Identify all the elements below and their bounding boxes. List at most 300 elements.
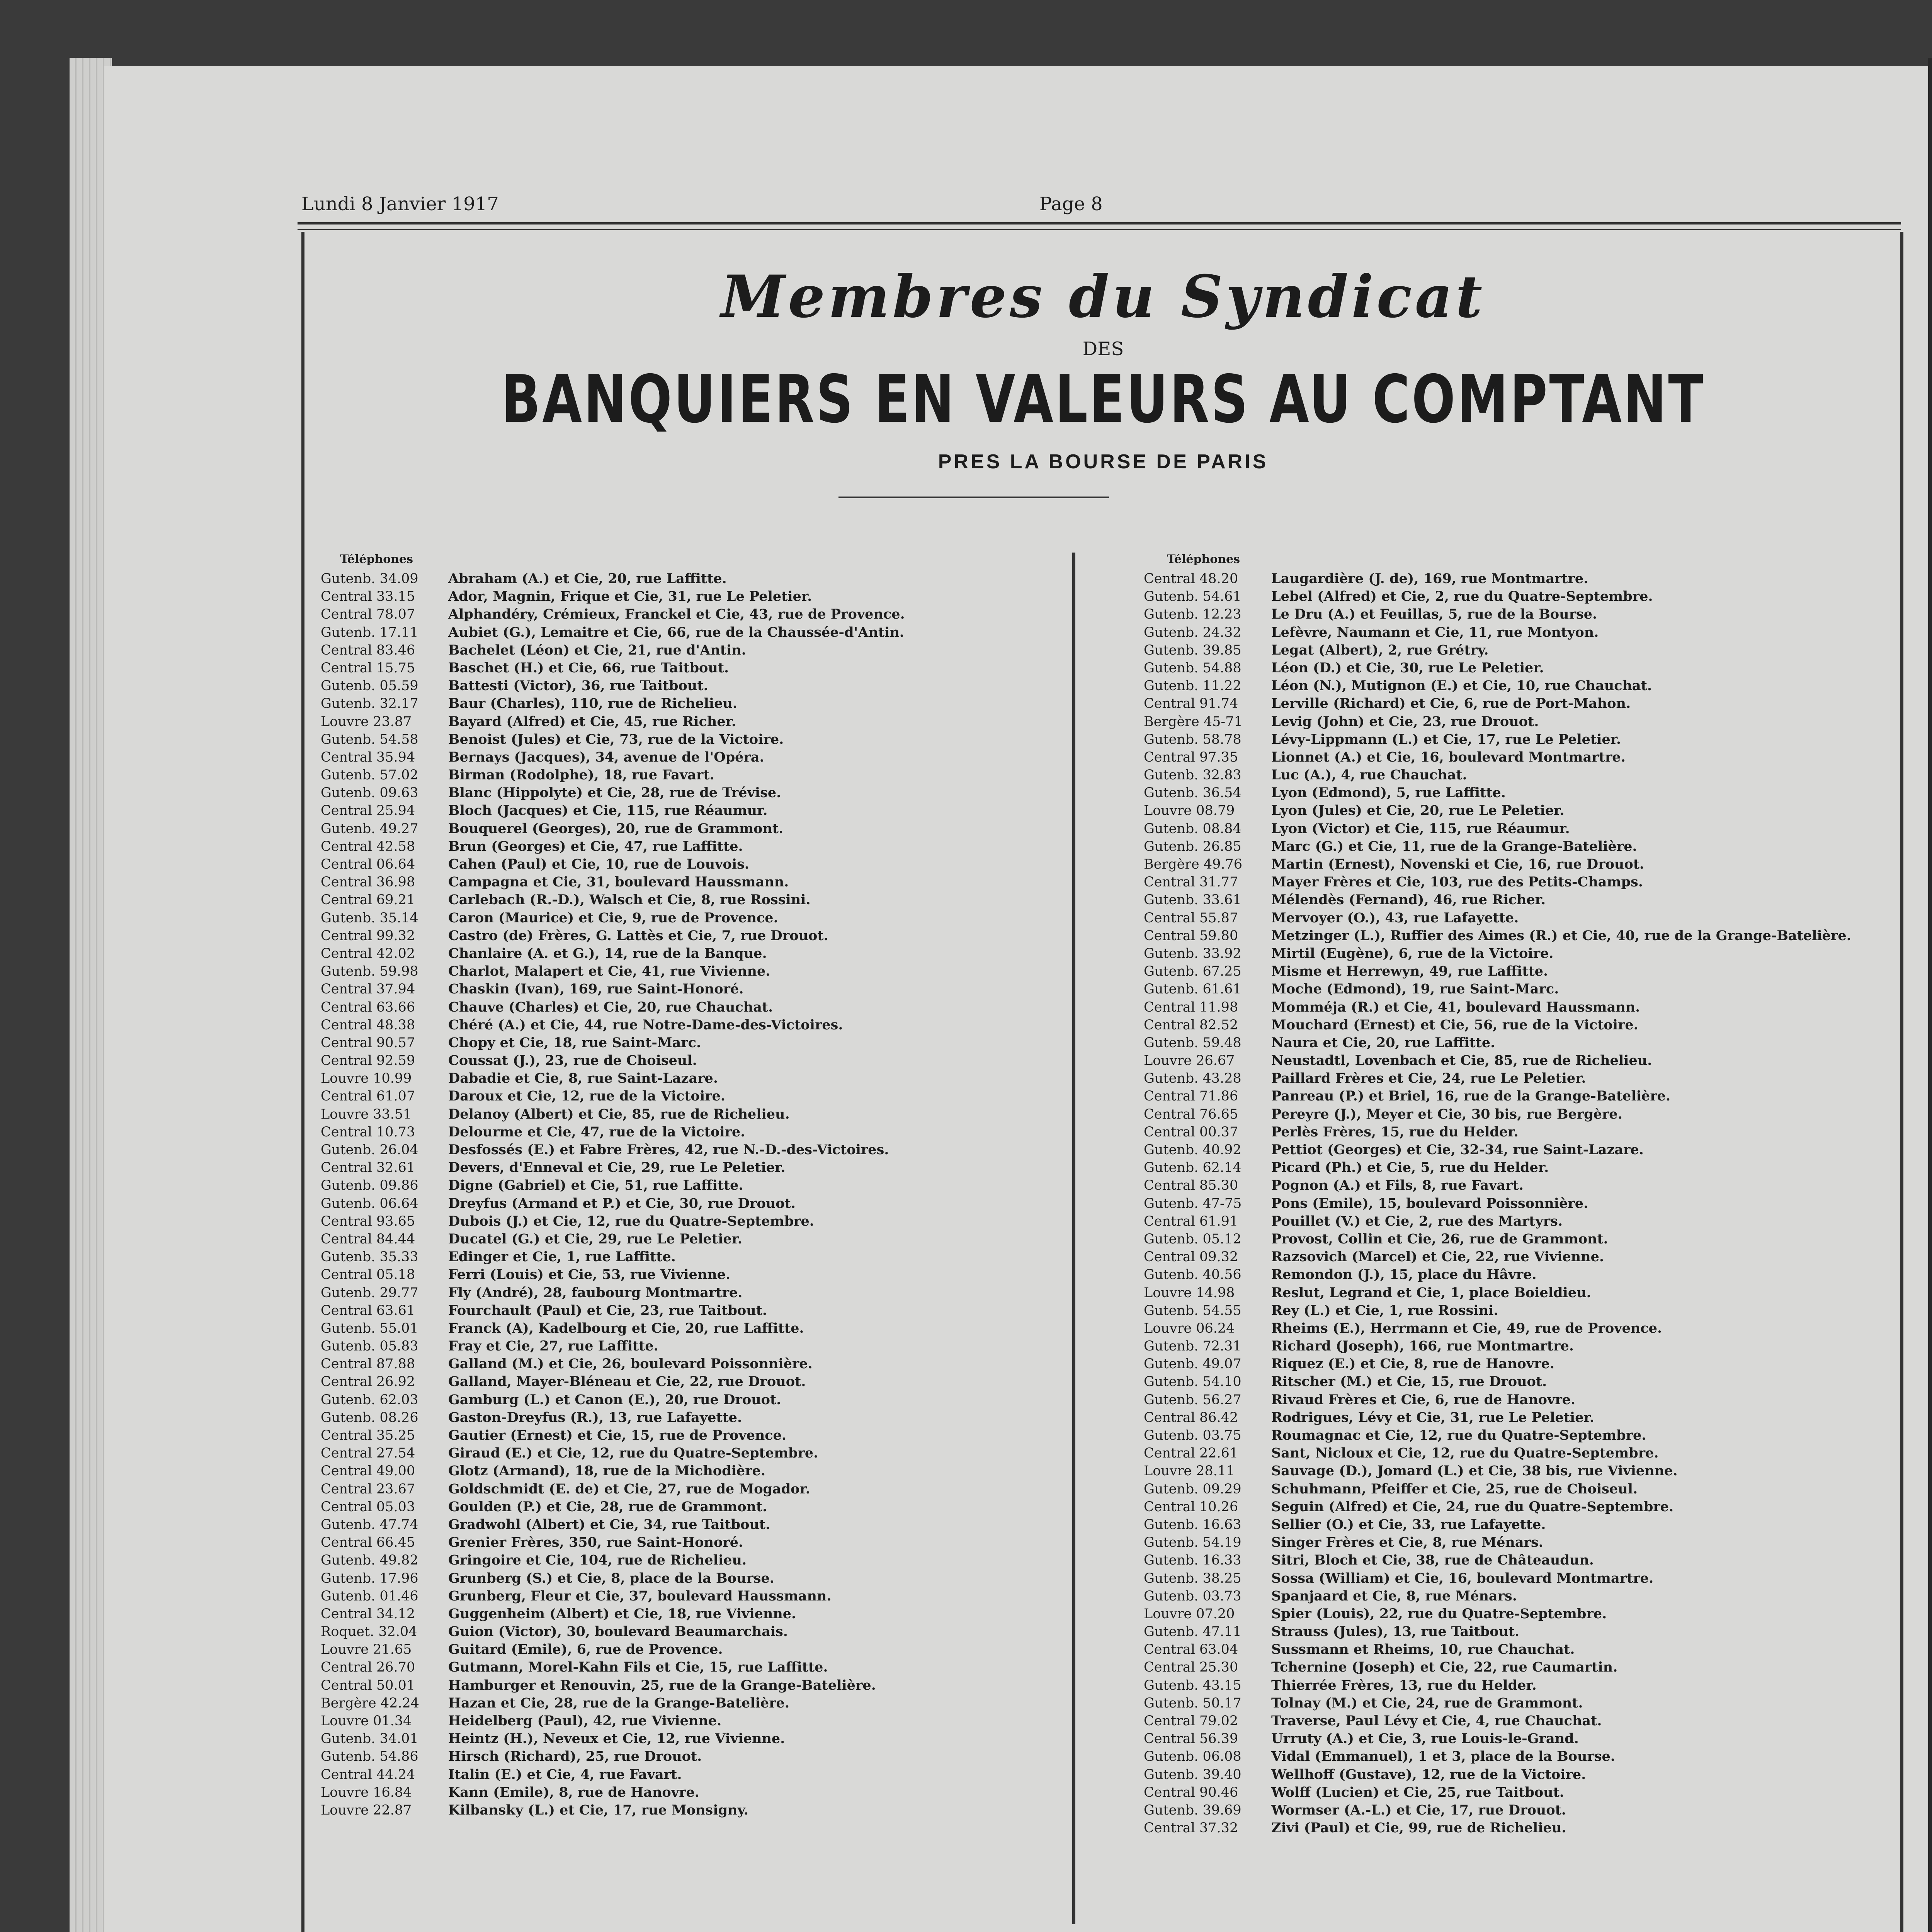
member-name-address: Desfossés (E.) et Fabre Frères, 42, rue N.-D.-des-Victoires. [448,1142,889,1158]
member-phone: Central 90.57 [321,1035,415,1051]
member-name-address: Tolnay (M.) et Cie, 24, rue de Grammont. [1271,1695,1583,1711]
member-name-address: Goldschmidt (E. de) et Cie, 27, rue de Mogador. [448,1481,810,1497]
header-rule [298,222,1901,230]
member-phone: Gutenb. 17.96 [321,1570,418,1586]
member-entry [321,766,905,784]
member-entry [321,1712,905,1730]
member-phone: Central 76.65 [1144,1106,1238,1122]
member-phone: Gutenb. 09.63 [321,785,418,801]
member-entry [1144,1748,1851,1765]
member-entry [321,963,905,980]
member-phone: Gutenb. 34.01 [321,1731,418,1747]
member-name-address: Coussat (J.), 23, rue de Choiseul. [448,1053,697,1069]
member-phone: Central 48.38 [321,1017,415,1033]
member-name-address: Sussmann et Rheims, 10, rue Chauchat. [1271,1641,1575,1658]
member-phone: Central 69.21 [321,892,415,908]
member-entry [1144,927,1851,945]
member-phone: Gutenb. 05.83 [321,1338,418,1354]
scan-border [1928,58,1932,1932]
member-entry [321,1409,905,1427]
member-entry [1144,1819,1851,1837]
member-entry [1144,1213,1851,1230]
member-phone: Gutenb. 16.63 [1144,1517,1242,1532]
member-entry [321,1087,905,1105]
member-entry [1144,1444,1851,1462]
member-phone: Gutenb. 17.11 [321,624,418,640]
member-phone: Gutenb. 06.08 [1144,1749,1242,1765]
member-entry [1144,1248,1851,1266]
member-phone: Gutenb. 67.25 [1144,964,1242,980]
member-entry [1144,1712,1851,1730]
member-name-address: Seguin (Alfred) et Cie, 24, rue du Quatre-Septembre. [1271,1498,1674,1515]
member-name-address: Birman (Rodolphe), 18, rue Favart. [448,767,714,783]
member-phone: Central 63.61 [321,1303,415,1318]
member-name-address: Alphandéry, Crémieux, Franckel et Cie, 43, rue de Provence. [448,606,905,622]
member-name-address: Benoist (Jules) et Cie, 73, rue de la Victoire. [448,731,784,747]
member-phone: Gutenb. 56.27 [1144,1392,1242,1408]
member-entry [1144,784,1851,802]
member-phone: Central 97.35 [1144,749,1238,765]
member-phone: Central 05.03 [321,1499,415,1515]
member-phone: Central 49.00 [321,1463,415,1479]
member-entry [1144,909,1851,927]
member-entry [321,873,905,891]
member-name-address: Spanjaard et Cie, 8, rue Ménars. [1271,1588,1517,1604]
member-entry [321,713,905,731]
member-name-address: Lionnet (A.) et Cie, 16, boulevard Montmartre. [1271,749,1626,765]
member-entry [321,1159,905,1177]
member-phone: Central 61.07 [321,1088,415,1104]
member-phone: Central 23.67 [321,1481,415,1497]
member-name-address: Delourme et Cie, 47, rue de la Victoire. [448,1124,745,1140]
member-phone: Central 55.87 [1144,910,1238,926]
member-entry [1144,1462,1851,1480]
member-phone: Central 42.02 [321,946,415,961]
member-phone: Gutenb. 16.33 [1144,1553,1242,1568]
member-phone: Gutenb. 01.46 [321,1588,418,1604]
member-name-address: Razsovich (Marcel) et Cie, 22, rue Vivienne. [1271,1249,1604,1265]
member-entry [321,1391,905,1409]
member-name-address: Le Dru (A.) et Feuillas, 5, rue de la Bourse. [1271,606,1597,622]
member-entry [321,1516,905,1534]
member-name-address: Urruty (A.) et Cie, 3, rue Louis-le-Grand. [1271,1731,1579,1747]
member-phone: Louvre 10.99 [321,1071,412,1087]
member-entry [321,695,905,713]
member-entry [1144,1177,1851,1194]
member-phone: Gutenb. 26.04 [321,1142,418,1158]
member-entry [1144,1302,1851,1320]
member-entry [321,1070,905,1087]
member-name-address: Heintz (H.), Neveux et Cie, 12, rue Vivienne. [448,1731,785,1747]
member-phone: Gutenb. 36.54 [1144,785,1242,801]
member-entry [321,1462,905,1480]
member-phone: Central 86.42 [1144,1410,1238,1425]
member-name-address: Grunberg (S.) et Cie, 8, place de la Bourse. [448,1570,774,1586]
member-entry [1144,838,1851,855]
member-entry [1144,855,1851,873]
member-entry [1144,873,1851,891]
member-phone: Gutenb. 50.17 [1144,1695,1242,1711]
member-name-address: Grunberg, Fleur et Cie, 37, boulevard Haussmann. [448,1588,832,1604]
member-phone: Louvre 07.20 [1144,1606,1235,1622]
members-list-left [321,570,905,1819]
member-phone: Central 32.61 [321,1160,415,1176]
member-name-address: Luc (A.), 4, rue Chauchat. [1271,767,1467,783]
member-phone: Gutenb. 57.02 [321,767,418,783]
member-name-address: Grenier Frères, 350, rue Saint-Honoré. [448,1534,743,1551]
member-name-address: Mayer Frères et Cie, 103, rue des Petits-Champs. [1271,874,1643,890]
member-phone: Central 11.98 [1144,999,1238,1015]
member-entry [1144,1641,1851,1658]
member-name-address: Misme et Herrewyn, 49, rue Laffitte. [1271,963,1548,980]
member-phone: Roquet. 32.04 [321,1624,417,1640]
member-phone: Gutenb. 55.01 [321,1320,418,1336]
member-entry [1144,1034,1851,1052]
member-phone: Central 10.73 [321,1124,415,1140]
member-name-address: Goulden (P.) et Cie, 28, rue de Grammont. [448,1498,767,1515]
member-name-address: Chanlaire (A. et G.), 14, rue de la Banque. [448,945,767,961]
member-name-address: Schuhmann, Pfeiffer et Cie, 25, rue de Choiseul. [1271,1481,1638,1497]
member-phone: Gutenb. 33.92 [1144,946,1242,961]
member-name-address: Roumagnac et Cie, 12, rue du Quatre-Septembre. [1271,1427,1646,1443]
member-phone: Central 90.46 [1144,1784,1238,1800]
member-name-address: Guitard (Emile), 6, rue de Provence. [448,1641,723,1658]
member-phone: Gutenb. 54.88 [1144,660,1242,676]
member-name-address: Rodrigues, Lévy et Cie, 31, rue Le Peletier. [1271,1409,1594,1425]
member-entry [1144,1016,1851,1034]
member-name-address: Hazan et Cie, 28, rue de la Grange-Batelière. [448,1695,790,1711]
member-name-address: Fourchault (Paul) et Cie, 23, rue Taitbout. [448,1302,767,1318]
member-entry [1144,1337,1851,1355]
member-phone: Central 37.94 [321,981,415,997]
member-name-address: Blanc (Hippolyte) et Cie, 28, rue de Trévise. [448,785,781,801]
member-entry [1144,588,1851,605]
member-name-address: Ador, Magnin, Frique et Cie, 31, rue Le Peletier. [448,588,812,605]
member-name-address: Pettiot (Georges) et Cie, 32-34, rue Saint-Lazare. [1271,1142,1644,1158]
member-name-address: Fray et Cie, 27, rue Laffitte. [448,1338,658,1354]
member-phone: Gutenb. 54.58 [321,731,418,747]
member-entry [321,1016,905,1034]
member-name-address: Baur (Charles), 110, rue de Richelieu. [448,696,738,712]
member-entry [1144,1730,1851,1748]
member-name-address: Bayard (Alfred) et Cie, 45, rue Richer. [448,713,736,730]
member-phone: Gutenb. 11.22 [1144,678,1242,694]
member-phone: Central 35.25 [321,1428,415,1443]
members-list-right [1144,570,1851,1837]
member-phone: Central 85.30 [1144,1178,1238,1194]
member-phone: Central 25.30 [1144,1660,1238,1675]
member-name-address: Léon (D.) et Cie, 30, rue Le Peletier. [1271,660,1544,676]
member-entry [1144,1784,1851,1801]
member-entry [321,1230,905,1248]
member-name-address: Franck (A), Kadelbourg et Cie, 20, rue Laffitte. [448,1320,804,1336]
member-entry [1144,1694,1851,1712]
member-entry [1144,1266,1851,1284]
member-entry [1144,1087,1851,1105]
member-name-address: Italin (E.) et Cie, 4, rue Favart. [448,1766,682,1782]
member-entry [321,891,905,909]
member-entry [1144,1409,1851,1427]
member-phone: Central 00.37 [1144,1124,1238,1140]
member-phone: Central 09.32 [1144,1249,1238,1265]
member-name-address: Wolff (Lucien) et Cie, 25, rue Taitbout. [1271,1784,1564,1800]
member-name-address: Glotz (Armand), 18, rue de la Michodière. [448,1463,766,1479]
member-entry [321,998,905,1016]
member-phone: Gutenb. 32.17 [321,696,418,712]
member-phone: Gutenb. 05.59 [321,678,418,694]
member-name-address: Daroux et Cie, 12, rue de la Victoire. [448,1088,726,1104]
member-phone: Louvre 23.87 [321,714,412,730]
member-name-address: Galland (M.) et Cie, 26, boulevard Poissonnière. [448,1356,813,1372]
member-phone: Gutenb. 47.74 [321,1517,418,1532]
member-entry [1144,980,1851,998]
member-entry [321,1677,905,1694]
member-entry [321,1801,905,1819]
member-phone: Louvre 16.84 [321,1784,412,1800]
member-name-address: Mervoyer (O.), 43, rue Lafayette. [1271,910,1519,926]
member-name-address: Mirtil (Eugène), 6, rue de la Victoire. [1271,945,1554,961]
member-entry [321,980,905,998]
member-phone: Central 10.26 [1144,1499,1238,1515]
member-phone: Central 33.15 [321,589,415,605]
member-phone: Louvre 33.51 [321,1106,412,1122]
member-entry [1144,695,1851,713]
member-phone: Louvre 28.11 [1144,1463,1235,1479]
member-entry [321,1248,905,1266]
member-name-address: Picard (Ph.) et Cie, 5, rue du Helder. [1271,1160,1549,1176]
member-entry [321,1177,905,1194]
member-name-address: Gautier (Ernest) et Cie, 15, rue de Provence. [448,1427,787,1443]
member-name-address: Baschet (H.) et Cie, 66, rue Taitbout. [448,660,729,676]
member-phone: Gutenb. 39.69 [1144,1802,1242,1818]
member-phone: Gutenb. 08.84 [1144,821,1242,837]
member-entry [321,927,905,945]
member-phone: Central 36.98 [321,874,415,890]
member-phone: Gutenb. 08.26 [321,1410,418,1425]
member-entry [1144,963,1851,980]
member-entry [1144,1498,1851,1516]
member-name-address: Wellhoff (Gustave), 12, rue de la Victoire. [1271,1766,1586,1782]
member-name-address: Paillard Frères et Cie, 24, rue Le Peletier. [1271,1070,1586,1087]
member-entry [1144,1623,1851,1641]
title-banquiers: BANQUIERS EN VALEURS AU COMPTANT [501,361,1705,438]
member-phone: Gutenb. 39.85 [1144,642,1242,658]
member-name-address: Reslut, Legrand et Cie, 1, place Boieldieu. [1271,1284,1591,1301]
member-name-address: Campagna et Cie, 31, boulevard Haussmann. [448,874,789,890]
member-name-address: Digne (Gabriel) et Cie, 51, rue Laffitte. [448,1177,743,1194]
member-name-address: Lyon (Edmond), 5, rue Laffitte. [1271,785,1506,801]
member-phone: Central 84.44 [321,1231,415,1247]
member-name-address: Martin (Ernest), Novenski et Cie, 16, rue Drouot. [1271,856,1645,872]
member-name-address: Mouchard (Ernest) et Cie, 56, rue de la Victoire. [1271,1017,1638,1033]
member-phone: Louvre 22.87 [321,1802,412,1818]
member-name-address: Fly (André), 28, faubourg Montmartre. [448,1284,743,1301]
member-name-address: Carlebach (R.-D.), Walsch et Cie, 8, rue Rossini. [448,892,811,908]
member-entry [1144,570,1851,588]
member-name-address: Dreyfus (Armand et P.) et Cie, 30, rue Drouot. [448,1195,796,1211]
member-name-address: Sossa (William) et Cie, 16, boulevard Montmartre. [1271,1570,1654,1586]
member-entry [321,1784,905,1801]
member-name-address: Chéré (A.) et Cie, 44, rue Notre-Dame-des-Victoires. [448,1017,843,1033]
member-entry [1144,1355,1851,1373]
member-name-address: Dabadie et Cie, 8, rue Saint-Lazare. [448,1070,718,1087]
member-name-address: Lefèvre, Naumann et Cie, 11, rue Montyon. [1271,624,1599,640]
member-entry [321,945,905,963]
member-name-address: Panreau (P.) et Briel, 16, rue de la Grange-Batelière. [1271,1088,1671,1104]
member-phone: Gutenb. 61.61 [1144,981,1242,997]
member-name-address: Galland, Mayer-Bléneau et Cie, 22, rue Drouot. [448,1374,806,1390]
member-phone: Central 71.86 [1144,1088,1238,1104]
phone-label-right: Téléphones [1167,553,1240,566]
member-entry [321,784,905,802]
member-phone: Central 59.80 [1144,928,1238,944]
member-entry [321,909,905,927]
member-name-address: Giraud (E.) et Cie, 12, rue du Quatre-Septembre. [448,1445,818,1461]
member-phone: Gutenb. 40.92 [1144,1142,1242,1158]
member-entry [1144,1516,1851,1534]
member-entry [321,570,905,588]
member-phone: Central 31.77 [1144,874,1238,890]
member-entry [1144,1391,1851,1409]
member-entry [1144,624,1851,641]
member-entry [321,1034,905,1052]
member-entry [321,1355,905,1373]
member-entry [321,1587,905,1605]
member-name-address: Wormser (A.-L.) et Cie, 17, rue Drouot. [1271,1802,1566,1818]
member-entry [321,1141,905,1159]
member-name-address: Léon (N.), Mutignon (E.) et Cie, 10, rue Chauchat. [1271,678,1652,694]
member-entry [321,802,905,820]
member-name-address: Gringoire et Cie, 104, rue de Richelieu. [448,1552,747,1568]
member-phone: Louvre 01.34 [321,1713,412,1729]
member-name-address: Sauvage (D.), Jomard (L.) et Cie, 38 bis, rue Vivienne. [1271,1463,1678,1479]
member-entry [1144,1284,1851,1302]
title-ornament [838,497,1109,498]
member-entry [321,838,905,855]
header-page-number: Page 8 [1039,193,1103,215]
member-phone: Central 93.65 [321,1213,415,1229]
member-entry [1144,641,1851,659]
member-phone: Central 44.24 [321,1767,415,1782]
member-phone: Gutenb. 54.86 [321,1749,418,1765]
member-phone: Gutenb. 09.86 [321,1178,418,1194]
member-name-address: Vidal (Emmanuel), 1 et 3, place de la Bourse. [1271,1748,1615,1765]
member-entry [321,1551,905,1569]
member-entry [1144,1658,1851,1676]
member-name-address: Strauss (Jules), 13, rue Taitbout. [1271,1624,1520,1640]
member-phone: Central 63.66 [321,999,415,1015]
member-entry [1144,659,1851,677]
member-phone: Gutenb. 24.32 [1144,624,1242,640]
member-entry [321,1284,905,1302]
member-phone: Central 48.20 [1144,571,1238,587]
member-phone: Gutenb. 33.61 [1144,892,1242,908]
member-entry [1144,1123,1851,1141]
member-phone: Central 91.74 [1144,696,1238,712]
member-entry [1144,1195,1851,1213]
member-name-address: Castro (de) Frères, G. Lattès et Cie, 7, rue Drouot. [448,927,828,944]
member-name-address: Dubois (J.) et Cie, 12, rue du Quatre-Septembre. [448,1213,814,1229]
member-name-address: Ritscher (M.) et Cie, 15, rue Drouot. [1271,1374,1547,1390]
member-phone: Gutenb. 59.48 [1144,1035,1242,1051]
member-name-address: Pereyre (J.), Meyer et Cie, 30 bis, rue Bergère. [1271,1106,1622,1122]
member-name-address: Aubiet (G.), Lemaitre et Cie, 66, rue de la Chaussée-d'Antin. [448,624,904,640]
member-phone: Gutenb. 54.19 [1144,1535,1242,1551]
member-name-address: Lerville (Richard) et Cie, 6, rue de Port-Mahon. [1271,696,1631,712]
member-entry [321,1498,905,1516]
member-name-address: Bachelet (Léon) et Cie, 21, rue d'Antin. [448,642,746,658]
member-phone: Gutenb. 49.27 [321,821,418,837]
member-name-address: Rivaud Frères et Cie, 6, rue de Hanovre. [1271,1391,1576,1408]
member-phone: Gutenb. 72.31 [1144,1338,1242,1354]
member-phone: Gutenb. 03.73 [1144,1588,1242,1604]
member-entry [1144,748,1851,766]
member-name-address: Perlès Frères, 15, rue du Helder. [1271,1124,1519,1140]
phone-label-left: Téléphones [340,553,413,566]
member-phone: Central 82.52 [1144,1017,1238,1033]
member-entry [1144,1105,1851,1123]
member-entry [321,1123,905,1141]
member-phone: Gutenb. 09.29 [1144,1481,1242,1497]
member-name-address: Ducatel (G.) et Cie, 29, rue Le Peletier. [448,1231,743,1247]
member-phone: Gutenb. 35.14 [321,910,418,926]
member-entry [321,588,905,605]
member-entry [1144,1570,1851,1587]
member-name-address: Laugardière (J. de), 169, rue Montmartre. [1271,571,1588,587]
member-entry [321,1730,905,1748]
member-entry [321,1373,905,1391]
member-name-address: Ferri (Louis) et Cie, 53, rue Vivienne. [448,1267,731,1283]
member-entry [321,1195,905,1213]
member-name-address: Pouillet (V.) et Cie, 2, rue des Martyrs. [1271,1213,1563,1229]
member-name-address: Rheims (E.), Herrmann et Cie, 49, rue de Provence. [1271,1320,1662,1336]
member-entry [1144,1587,1851,1605]
member-entry [321,1534,905,1551]
member-entry [321,1480,905,1498]
member-entry [1144,1801,1851,1819]
member-phone: Louvre 08.79 [1144,803,1235,819]
member-phone: Louvre 06.24 [1144,1320,1235,1336]
member-name-address: Remondon (J.), 15, place du Hâvre. [1271,1267,1537,1283]
member-phone: Central 34.12 [321,1606,415,1622]
member-phone: Central 26.92 [321,1374,415,1390]
member-name-address: Brun (Georges) et Cie, 47, rue Laffitte. [448,838,743,854]
member-entry [1144,766,1851,784]
member-phone: Central 22.61 [1144,1446,1238,1461]
member-entry [321,605,905,623]
member-phone: Louvre 26.67 [1144,1053,1235,1069]
member-phone: Gutenb. 05.12 [1144,1231,1242,1247]
member-phone: Louvre 21.65 [321,1642,412,1658]
member-name-address: Kilbansky (L.) et Cie, 17, rue Monsigny. [448,1802,748,1818]
member-phone: Central 66.45 [321,1535,415,1551]
member-name-address: Mélendès (Fernand), 46, rue Richer. [1271,892,1546,908]
member-name-address: Sitri, Bloch et Cie, 38, rue de Châteaudun. [1271,1552,1594,1568]
member-name-address: Lyon (Jules) et Cie, 20, rue Le Peletier. [1271,803,1565,819]
member-phone: Gutenb. 58.78 [1144,731,1242,747]
member-entry [1144,945,1851,963]
member-entry [1144,1373,1851,1391]
member-entry [321,1052,905,1070]
member-entry [321,1320,905,1337]
member-name-address: Marc (G.) et Cie, 11, rue de la Grange-Batelière. [1271,838,1637,854]
title-members: Membres du Syndicat [721,263,1486,331]
member-phone: Central 35.94 [321,749,415,765]
member-phone: Gutenb. 40.56 [1144,1267,1242,1283]
member-phone: Central 78.07 [321,607,415,622]
member-entry [1144,731,1851,748]
member-name-address: Chaskin (Ivan), 169, rue Saint-Honoré. [448,981,744,997]
